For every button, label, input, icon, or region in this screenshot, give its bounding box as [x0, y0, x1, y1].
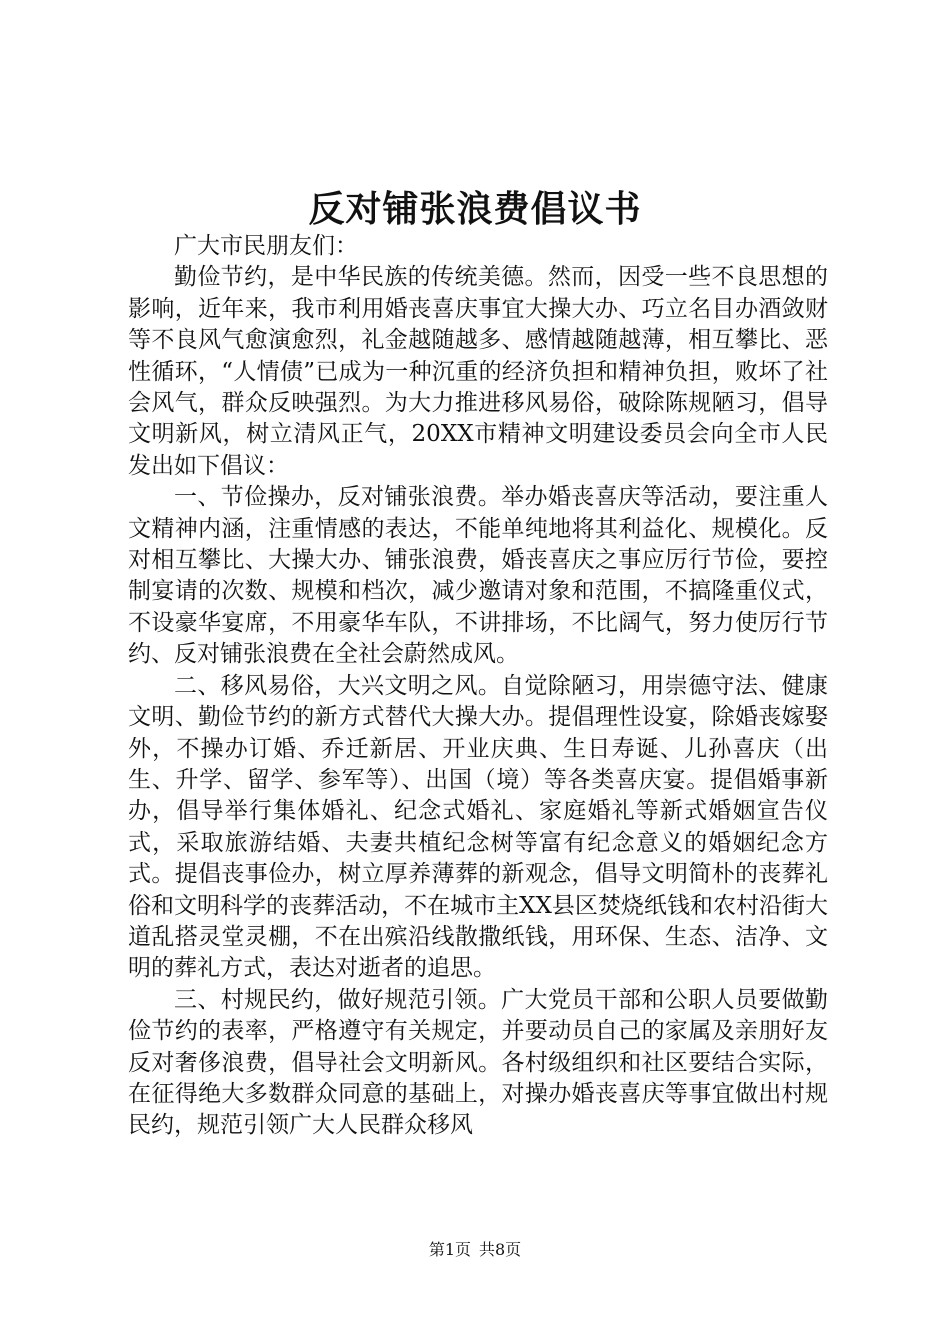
- paragraph-item-3: 三、村规民约，做好规范引领。广大党员干部和公职人员要做勤俭节约的表率，严格遵守有关规定，并要动员自己的家属及亲朋好友反对奢侈浪费，倡导社会文明新风。各村级组织和社区要结合实际，在征得绝大多数群众同意的基础上，对操办婚丧喜庆等事宜做出村规民约，规范引领广大人民群众移风: [128, 986, 828, 1139]
- document-title: 反对铺张浪费倡议书: [308, 188, 642, 230]
- salutation: 广大市民朋友们：: [174, 233, 358, 259]
- paragraph-item-2: 二、移风易俗，大兴文明之风。自觉除陋习，用崇德守法、健康文明、勤俭节约的新方式替代大操大办。提倡理性设宴，除婚丧嫁娶外，不操办订婚、乔迁新居、开业庆典、生日寿诞、儿孙喜庆（出生、升学、留学、参军等）、出国（境）等各类喜庆宴。提倡婚事新办，倡导举行集体婚礼、纪念式婚礼、家庭婚礼等新式婚姻宣告仪式，采取旅游结婚、夫妻共植纪念树等富有纪念意义的婚姻纪念方式。提倡丧事俭办，树立厚养薄葬的新观念，倡导文明简朴的丧葬礼俗和文明科学的丧葬活动，不在城市主XX县区焚烧纸钱和农村沿街大道乱搭灵堂灵棚，不在出殡沿线散撒纸钱，用环保、生态、洁净、文明的葬礼方式，表达对逝者的追思。: [128, 672, 828, 982]
- page-footer: [0, 1239, 950, 1261]
- page-total: 共8页: [479, 1240, 522, 1259]
- paragraph-intro: 勤俭节约，是中华民族的传统美德。然而，因受一些不良思想的影响，近年来，我市利用婚丧喜庆事宜大操大办、巧立名目办酒敛财等不良风气愈演愈烈，礼金越随越多、感情越随越薄，相互攀比、恶性循环，“人情债”已成为一种沉重的经济负担和精神负担，败坏了社会风气，群众反映强烈。为大力推进移风易俗，破除陈规陋习，倡导文明新风，树立清风正气，20XX市精神文明建设委员会向全市人民发出如下倡议：: [128, 264, 828, 479]
- document-body: [128, 231, 828, 1142]
- paragraph-item-1: 一、节俭操办，反对铺张浪费。举办婚丧喜庆等活动，要注重人文精神内涵，注重情感的表达，不能单纯地将其利益化、规模化。反对相互攀比、大操大办、铺张浪费，婚丧喜庆之事应厉行节俭，要控制宴请的次数、规模和档次，减少邀请对象和范围，不搞隆重仪式，不设豪华宴席，不用豪华车队，不讲排场，不比阔气，努力使厉行节约、反对铺张浪费在全社会蔚然成风。: [128, 484, 828, 668]
- page-number: 第1页: [428, 1240, 471, 1259]
